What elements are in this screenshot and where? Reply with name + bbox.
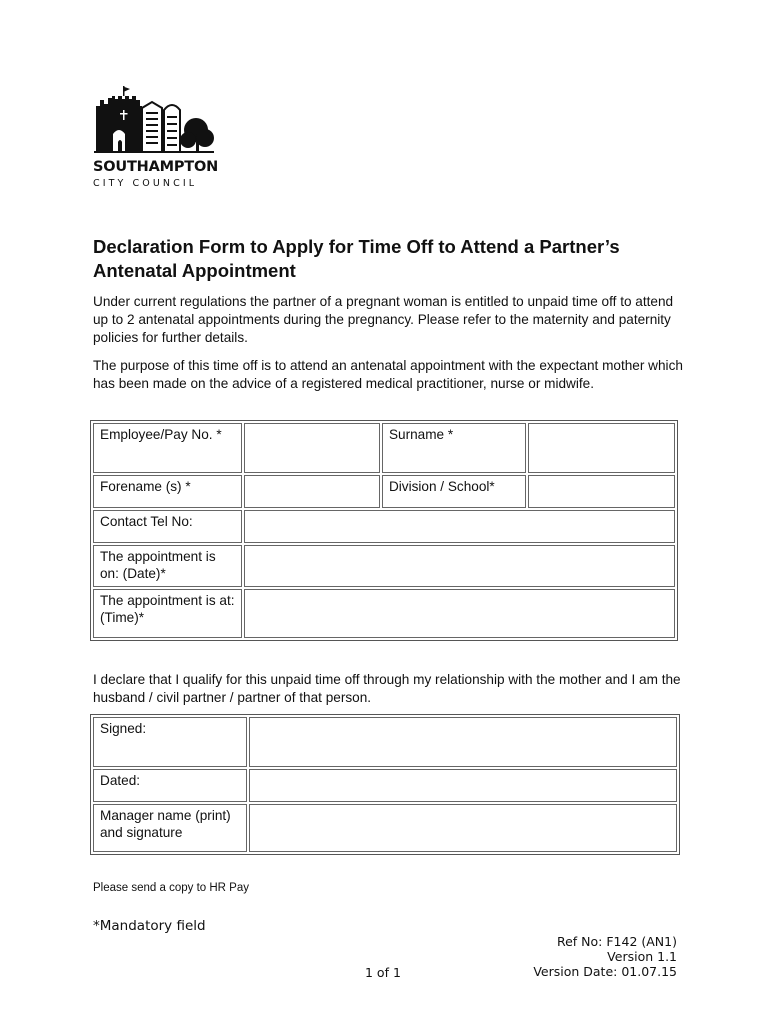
page-number: 1 of 1 bbox=[365, 965, 401, 980]
mandatory-note: *Mandatory field bbox=[93, 918, 206, 934]
copy-note: Please send a copy to HR Pay bbox=[93, 882, 249, 894]
signature-table bbox=[90, 714, 680, 855]
dated-label: Dated: bbox=[93, 769, 247, 802]
purpose-paragraph: The purpose of this time off is to attend an antenatal appointment with the expectant mother which has been made on the advice of a registered medical practitioner, nurse or midwife. bbox=[93, 358, 683, 391]
manager-field[interactable] bbox=[249, 804, 677, 852]
employee-details-table bbox=[90, 420, 678, 641]
ref-no: Ref No: F142 (AN1) bbox=[556, 934, 677, 949]
table-row bbox=[93, 769, 677, 802]
table-row bbox=[93, 423, 675, 473]
appointment-date-label: The appointment is on: (Date)* bbox=[93, 545, 242, 587]
employee-pay-no-field[interactable] bbox=[244, 423, 380, 473]
signed-field[interactable] bbox=[249, 717, 677, 767]
surname-field[interactable] bbox=[528, 423, 675, 473]
appointment-time-label: The appointment is at: (Time)* bbox=[93, 589, 242, 638]
table-row bbox=[93, 475, 675, 508]
division-school-field[interactable] bbox=[528, 475, 675, 508]
forename-label: Forename (s) * bbox=[93, 475, 242, 508]
intro-paragraph: Under current regulations the partner of a pregnant woman is entitled to unpaid time off to attend up to 2 antenatal appointments during the pregnancy. Please refer to the maternity and paternity policies for further details. bbox=[93, 294, 674, 345]
version-date: Version Date: 01.07.15 bbox=[533, 964, 677, 979]
table-row bbox=[93, 545, 675, 587]
dated-field[interactable] bbox=[249, 769, 677, 802]
forename-field[interactable] bbox=[244, 475, 380, 508]
contact-tel-field[interactable] bbox=[244, 510, 675, 543]
contact-tel-label: Contact Tel No: bbox=[93, 510, 242, 543]
declaration-paragraph: I declare that I qualify for this unpaid time off through my relationship with the mother and I am the husband / civil partner / partner of that person. bbox=[93, 672, 681, 705]
division-school-label: Division / School* bbox=[382, 475, 527, 508]
document-reference bbox=[533, 934, 677, 979]
council-logo bbox=[92, 86, 222, 190]
council-name: SOUTHAMPTON bbox=[93, 159, 219, 175]
manager-label: Manager name (print) and signature bbox=[93, 804, 247, 852]
surname-label: Surname * bbox=[382, 423, 527, 473]
appointment-time-field[interactable] bbox=[244, 589, 675, 638]
table-row bbox=[93, 717, 677, 767]
table-row bbox=[93, 589, 675, 638]
table-row bbox=[93, 804, 677, 852]
employee-pay-no-label: Employee/Pay No. * bbox=[93, 423, 242, 473]
council-subtitle: CITY COUNCIL bbox=[93, 178, 198, 189]
signed-label: Signed: bbox=[93, 717, 247, 767]
version: Version 1.1 bbox=[607, 949, 677, 964]
table-row bbox=[93, 510, 675, 543]
castle-logo-icon bbox=[92, 86, 222, 158]
appointment-date-field[interactable] bbox=[244, 545, 675, 587]
form-title: Declaration Form to Apply for Time Off to Attend a Partner’s Antenatal Appointment bbox=[93, 236, 620, 281]
